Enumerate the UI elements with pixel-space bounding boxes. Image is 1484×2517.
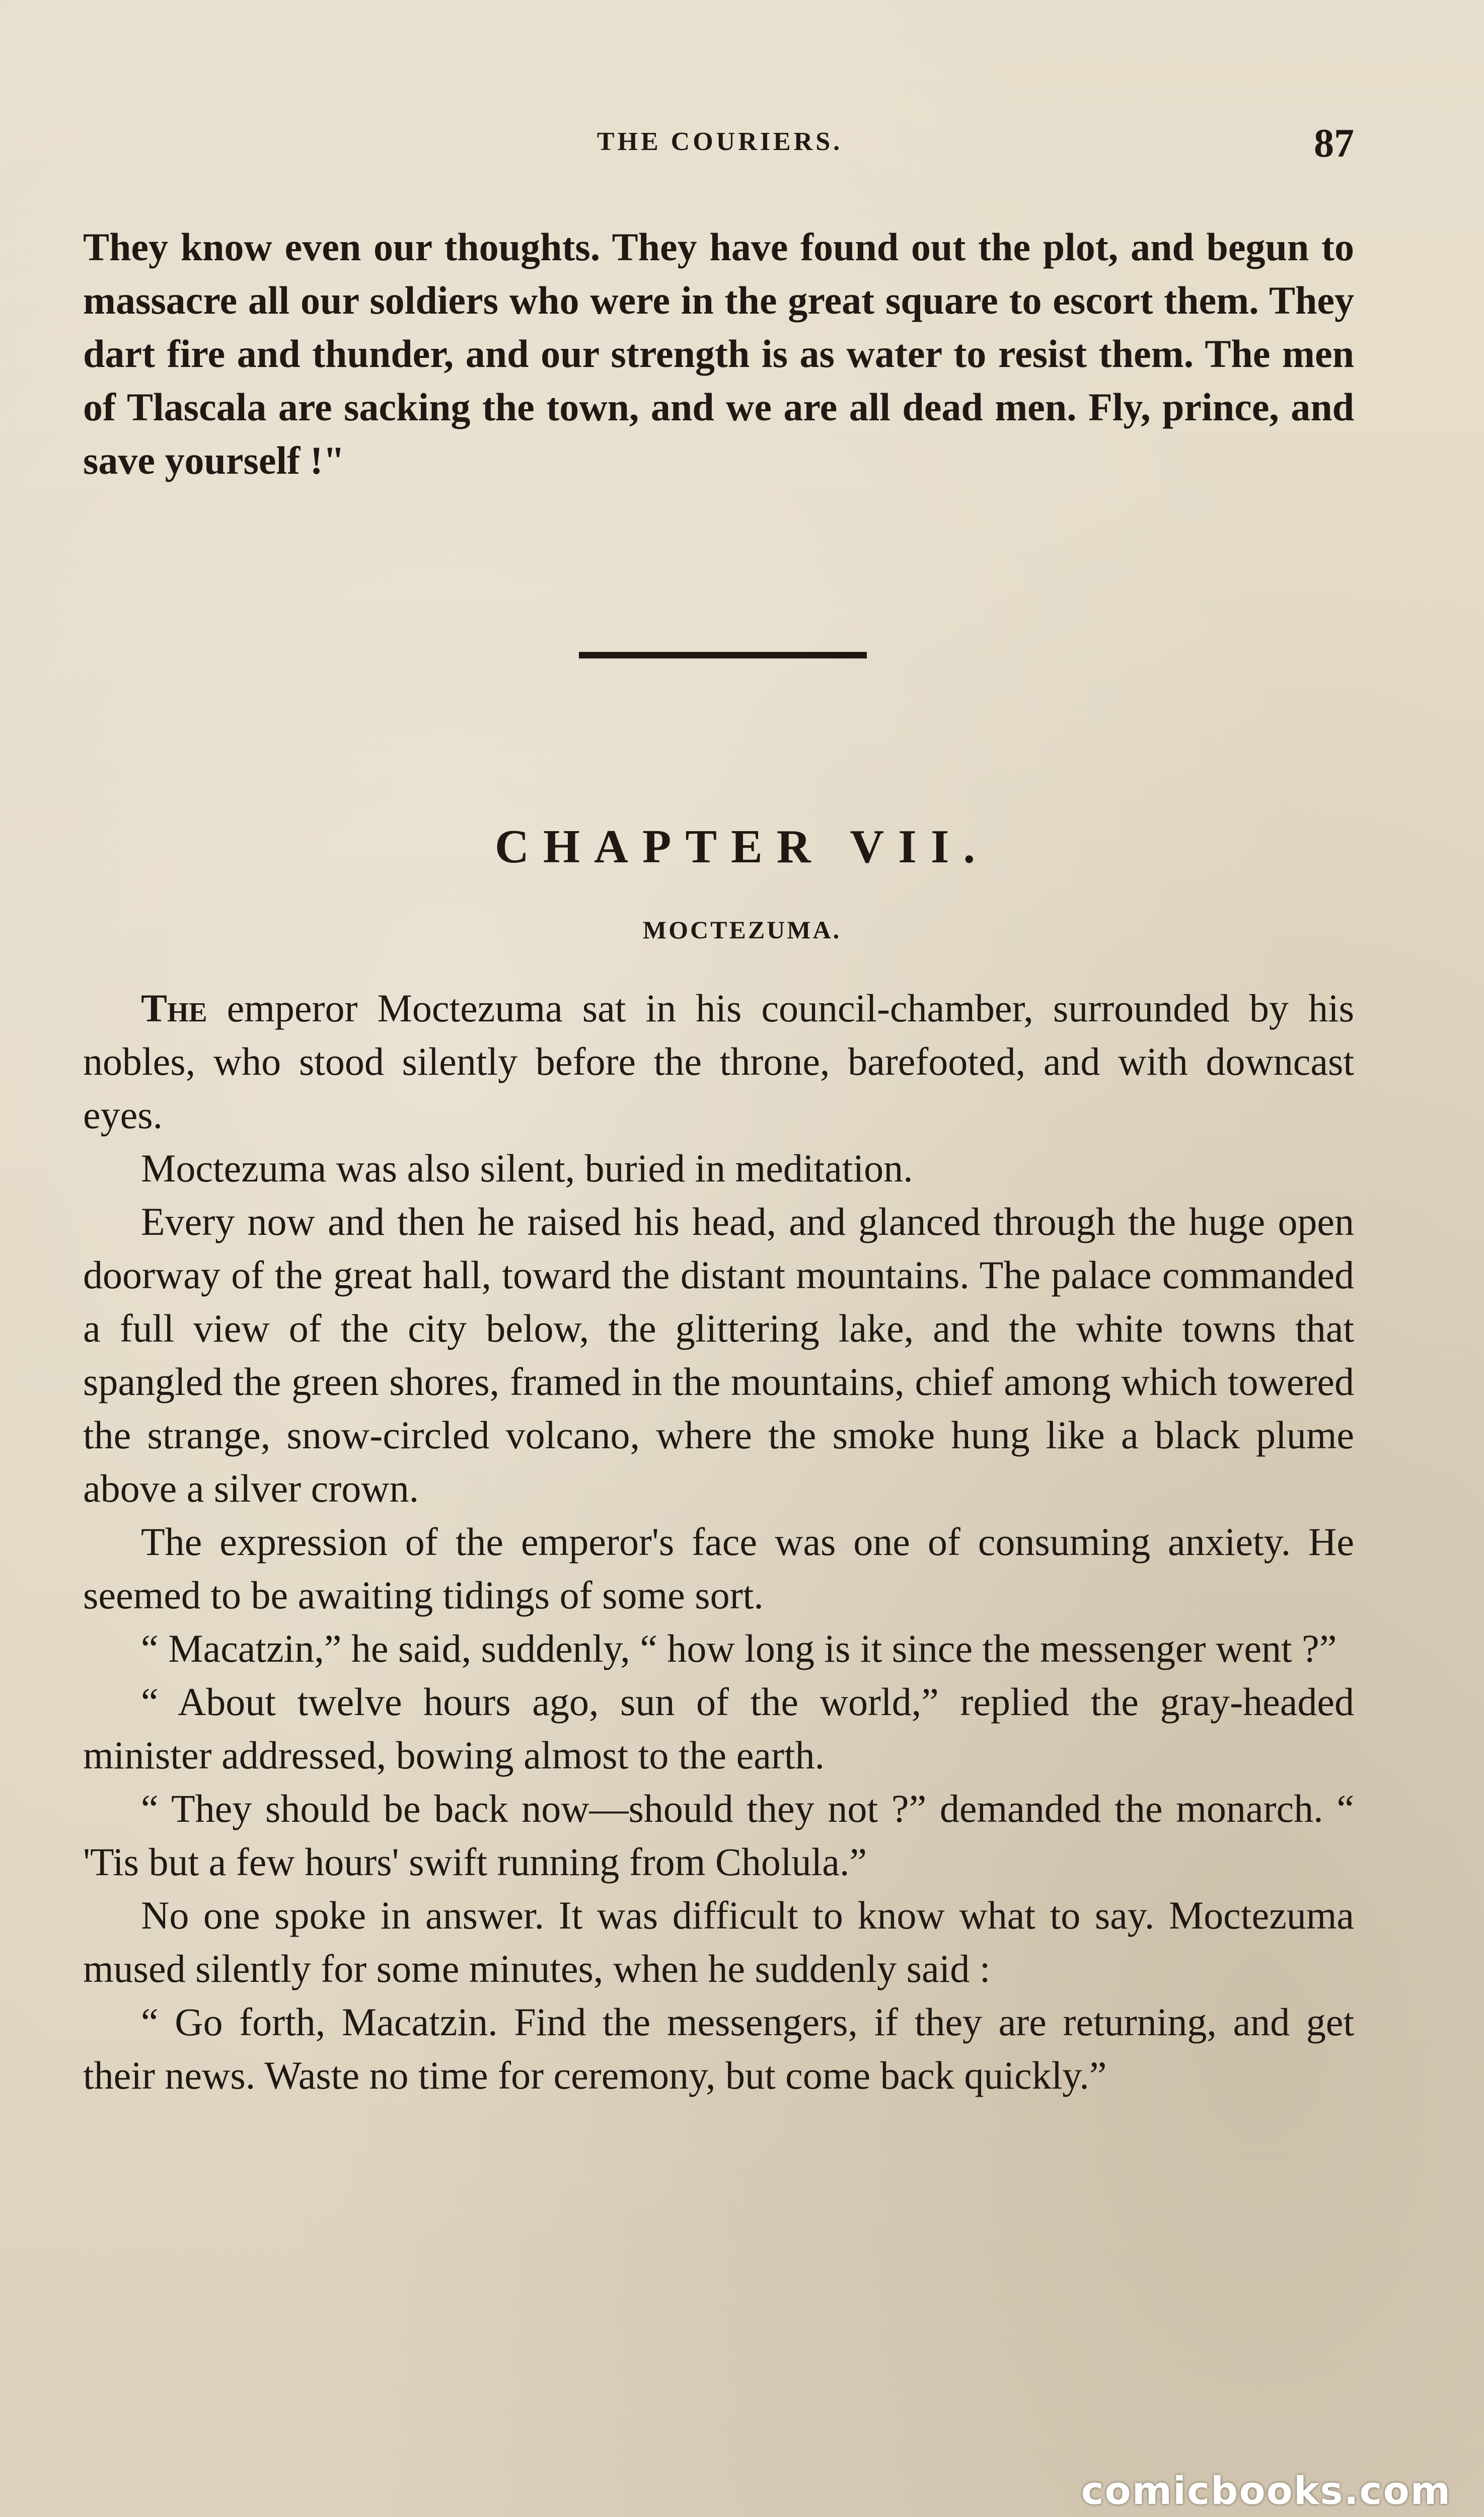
paragraph: “ Go forth, Macatzin. Find the messengers, if they are returning, and get their news. Waste no time for ceremony, but come back quickly.” (83, 2000, 1354, 2097)
page-header (86, 121, 1354, 166)
paragraph: Moctezuma was also silent, buried in meditation. (141, 1146, 913, 1190)
paragraph: Every now and then he raised his head, and glanced through the huge open doorway of the great hall, toward the distant mountains. The palace commanded a full view of the city below, the glittering lake, and the white towns that spangled the green shores, framed in the mountains, chief among which towered the strange, snow-circled volcano, where the smoke hung like a black plume above a silver crown. (83, 1200, 1354, 1510)
paragraph: The expression of the emperor's face was one of consuming anxiety. He seemed to be awaiting tidings of some sort. (83, 1520, 1354, 1617)
paragraph-text: emperor Moctezuma sat in his council-chamber, surrounded by his nobles, who stood silently before the throne, barefooted, and with downcast eyes. (83, 986, 1354, 1137)
watermark: comicbooks.com (1081, 2468, 1451, 2513)
paragraph: “ About twelve hours ago, sun of the world,” replied the gray-headed minister addressed, bowing almost to the earth. (83, 1680, 1354, 1777)
paragraph (83, 982, 1354, 1142)
drop-lead-word: The (141, 986, 207, 1030)
paragraph: “ They should be back now—should they not ?” demanded the monarch. “ 'Tis but a few hours' swift running from Cholula.” (83, 1787, 1354, 1884)
paragraph: No one spoke in answer. It was difficult to know what to say. Moctezuma mused silently for some minutes, when he suddenly said : (83, 1893, 1354, 1990)
paragraph: They know even our thoughts. They have found out the plot, and begun to massacre all our soldiers who were in the great square to escort them. They dart fire and thunder, and our strength is as water to resist them. The men of Tlascala are sacking the town, and we are all dead men. Fly, prince, and save yourself !" (83, 225, 1354, 482)
paragraph: “ Macatzin,” he said, suddenly, “ how long is it since the messenger went ?” (141, 1626, 1337, 1670)
chapter-body (83, 982, 1354, 2102)
page-number: 87 (1314, 121, 1354, 166)
running-head: THE COURIERS. (597, 127, 843, 156)
chapter-heading: CHAPTER VII. (495, 821, 989, 873)
previous-section-text (83, 220, 1354, 487)
section-divider-rule (579, 652, 867, 658)
chapter-subtitle: MOCTEZUMA. (642, 916, 842, 944)
